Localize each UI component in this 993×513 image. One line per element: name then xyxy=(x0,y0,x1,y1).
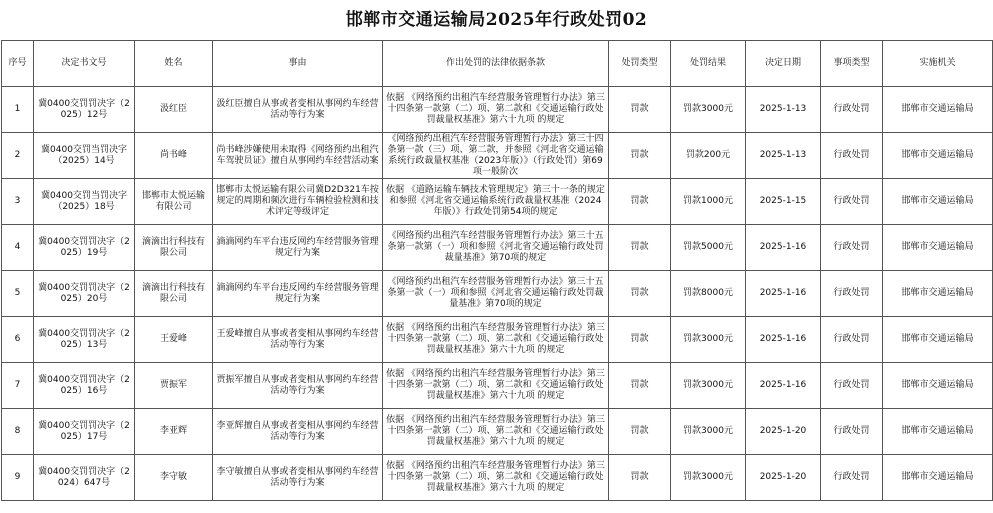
cell-authority: 邯郸市交通运输局 xyxy=(883,271,993,317)
cell-no: 9 xyxy=(2,455,34,501)
cell-doc-number: 冀0400交罚罚决字（2025）17号 xyxy=(34,409,135,455)
table-row xyxy=(2,409,993,455)
cell-name: 汲红臣 xyxy=(135,87,213,133)
cell-authority: 邯郸市交通运输局 xyxy=(883,133,993,179)
cell-decision-date: 2025-1-20 xyxy=(746,455,821,501)
cell-no: 7 xyxy=(2,363,34,409)
cell-legal-basis: 依据 《网络预约出租汽车经营服务管理暂行办法》第三十四条第一款第（二）项、第二款和《交通运输行政处罚裁量权基准》第六十九项 的规定 xyxy=(383,363,609,409)
cell-penalty-result: 罚款1000元 xyxy=(671,179,746,225)
cell-name: 邯郸市太悦运输有限公司 xyxy=(135,179,213,225)
cell-reason: 李亚辉擅自从事或者变相从事网约车经营活动等行为案 xyxy=(213,409,383,455)
cell-reason: 滴滴网约车平台违反网约车经营服务管理规定行为案 xyxy=(213,271,383,317)
cell-legal-basis: 《网络预约出租汽车经营服务管理暂行办法》第三十四条第一款（三）项、第二款，并参照《河北省交通运输系统行政裁量权基准（2023年版）》（行政处罚）第69项一般阶次 xyxy=(383,133,609,179)
cell-legal-basis: 依据 《道路运输车辆技术管理规定》第三十一条的规定和参照《河北省交通运输系统行政裁量权基准（2024年版）》行政处罚第54项的规定 xyxy=(383,179,609,225)
cell-no: 3 xyxy=(2,179,34,225)
cell-penalty-result: 罚款8000元 xyxy=(671,271,746,317)
cell-penalty-result: 罚款3000元 xyxy=(671,455,746,501)
cell-doc-number: 冀0400交罚罚决字（2025）13号 xyxy=(34,317,135,363)
cell-penalty-result: 罚款200元 xyxy=(671,133,746,179)
cell-item-type: 行政处罚 xyxy=(821,363,883,409)
cell-name: 贾振军 xyxy=(135,363,213,409)
cell-penalty-result: 罚款3000元 xyxy=(671,317,746,363)
cell-authority: 邯郸市交通运输局 xyxy=(883,455,993,501)
cell-no: 8 xyxy=(2,409,34,455)
cell-name: 滴滴出行科技有限公司 xyxy=(135,225,213,271)
table-row xyxy=(2,363,993,409)
cell-legal-basis: 《网络预约出租汽车经营服务管理暂行办法》第三十五条第一款第（一）项和参照《河北省交通运输行政处罚裁量基准》第70项的规定 xyxy=(383,225,609,271)
cell-no: 5 xyxy=(2,271,34,317)
cell-penalty-result: 罚款3000元 xyxy=(671,87,746,133)
cell-authority: 邯郸市交通运输局 xyxy=(883,317,993,363)
cell-item-type: 行政处罚 xyxy=(821,455,883,501)
table-row xyxy=(2,225,993,271)
header-name: 姓名 xyxy=(135,41,213,87)
cell-reason: 贾振军擅自从事或者变相从事网约车经营活动等行为案 xyxy=(213,363,383,409)
header-decision-date: 决定日期 xyxy=(746,41,821,87)
header-legal-basis: 作出处罚的法律依据条款 xyxy=(383,41,609,87)
page-title: 邯郸市交通运输局2025年行政处罚02 xyxy=(345,10,648,30)
cell-penalty-type: 罚款 xyxy=(609,271,671,317)
table-row xyxy=(2,133,993,179)
table-row xyxy=(2,317,993,363)
cell-decision-date: 2025-1-20 xyxy=(746,409,821,455)
cell-item-type: 行政处罚 xyxy=(821,87,883,133)
penalty-table xyxy=(1,40,993,501)
cell-doc-number: 冀0400交罚当罚决字（2025）18号 xyxy=(34,179,135,225)
cell-legal-basis: 依据 《网络预约出租汽车经营服务管理暂行办法》第三十四条第一款第（二）项、第二款和《交通运输行政处罚裁量权基准》第六十九项 的规定 xyxy=(383,455,609,501)
cell-item-type: 行政处罚 xyxy=(821,225,883,271)
cell-item-type: 行政处罚 xyxy=(821,179,883,225)
cell-doc-number: 冀0400交罚罚决字（2025）19号 xyxy=(34,225,135,271)
cell-decision-date: 2025-1-13 xyxy=(746,133,821,179)
header-item-type: 事项类型 xyxy=(821,41,883,87)
cell-item-type: 行政处罚 xyxy=(821,133,883,179)
cell-penalty-result: 罚款5000元 xyxy=(671,225,746,271)
cell-penalty-type: 罚款 xyxy=(609,409,671,455)
cell-penalty-type: 罚款 xyxy=(609,179,671,225)
cell-doc-number: 冀0400交罚罚决字（2025）20号 xyxy=(34,271,135,317)
cell-item-type: 行政处罚 xyxy=(821,271,883,317)
cell-name: 李亚辉 xyxy=(135,409,213,455)
cell-no: 1 xyxy=(2,87,34,133)
cell-reason: 王爱峰擅自从事或者变相从事网约车经营活动等行为案 xyxy=(213,317,383,363)
header-no: 序号 xyxy=(2,41,34,87)
cell-penalty-type: 罚款 xyxy=(609,133,671,179)
cell-name: 尚书峰 xyxy=(135,133,213,179)
cell-authority: 邯郸市交通运输局 xyxy=(883,225,993,271)
cell-decision-date: 2025-1-16 xyxy=(746,317,821,363)
cell-name: 王爱峰 xyxy=(135,317,213,363)
header-penalty-type: 处罚类型 xyxy=(609,41,671,87)
header-reason: 事由 xyxy=(213,41,383,87)
cell-penalty-type: 罚款 xyxy=(609,225,671,271)
cell-penalty-type: 罚款 xyxy=(609,87,671,133)
cell-authority: 邯郸市交通运输局 xyxy=(883,87,993,133)
table-header-row xyxy=(2,41,993,87)
cell-penalty-result: 罚款3000元 xyxy=(671,363,746,409)
cell-legal-basis: 依据 《网络预约出租汽车经营服务管理暂行办法》第三十四条第一款第（二）项、第二款和《交通运输行政处罚裁量权基准》第六十九项 的规定 xyxy=(383,317,609,363)
cell-legal-basis: 依据 《网络预约出租汽车经营服务管理暂行办法》第三十四条第一款第（二）项、第二款和《交通运输行政处罚裁量权基准》第六十九项 的规定 xyxy=(383,87,609,133)
table-row xyxy=(2,179,993,225)
cell-reason: 滴滴网约车平台违反网约车经营服务管理规定行为案 xyxy=(213,225,383,271)
cell-reason: 邯郸市太悦运输有限公司冀D2D321车按规定的周期和频次进行车辆检验检测和技术评定等级评定 xyxy=(213,179,383,225)
cell-decision-date: 2025-1-16 xyxy=(746,271,821,317)
cell-legal-basis: 依据 《网络预约出租汽车经营服务管理暂行办法》第三十四条第一款第（二）项、第二款和《交通运输行政处罚裁量权基准》第六十九项 的规定 xyxy=(383,409,609,455)
cell-reason: 尚书峰涉嫌使用未取得《网络预约出租汽车驾驶员证》擅自从事网约车经营活动案 xyxy=(213,133,383,179)
header-authority: 实施机关 xyxy=(883,41,993,87)
cell-doc-number: 冀0400交罚当罚决字（2025）14号 xyxy=(34,133,135,179)
cell-doc-number: 冀0400交罚罚决字（2025）16号 xyxy=(34,363,135,409)
cell-authority: 邯郸市交通运输局 xyxy=(883,363,993,409)
cell-legal-basis: 《网络预约出租汽车经营服务管理暂行办法》第三十五条第一款（一）项和参照《河北省交通运输行政处罚裁量基准》第70项的规定 xyxy=(383,271,609,317)
cell-decision-date: 2025-1-16 xyxy=(746,225,821,271)
cell-penalty-type: 罚款 xyxy=(609,317,671,363)
cell-no: 2 xyxy=(2,133,34,179)
header-penalty-result: 处罚结果 xyxy=(671,41,746,87)
table-row xyxy=(2,87,993,133)
cell-item-type: 行政处罚 xyxy=(821,317,883,363)
table-row xyxy=(2,271,993,317)
cell-penalty-type: 罚款 xyxy=(609,363,671,409)
cell-name: 李守敏 xyxy=(135,455,213,501)
cell-no: 4 xyxy=(2,225,34,271)
cell-decision-date: 2025-1-15 xyxy=(746,179,821,225)
cell-item-type: 行政处罚 xyxy=(821,409,883,455)
cell-decision-date: 2025-1-16 xyxy=(746,363,821,409)
cell-decision-date: 2025-1-13 xyxy=(746,87,821,133)
cell-penalty-result: 罚款3000元 xyxy=(671,409,746,455)
table-row xyxy=(2,455,993,501)
cell-doc-number: 冀0400交罚罚决字（2024）647号 xyxy=(34,455,135,501)
header-doc-number: 决定书文号 xyxy=(34,41,135,87)
cell-authority: 邯郸市交通运输局 xyxy=(883,409,993,455)
cell-authority: 邯郸市交通运输局 xyxy=(883,179,993,225)
cell-doc-number: 冀0400交罚罚决字（2025）12号 xyxy=(34,87,135,133)
cell-name: 滴滴出行科技有限公司 xyxy=(135,271,213,317)
cell-reason: 李守敏擅自从事或者变相从事网约车经营活动等行为案 xyxy=(213,455,383,501)
cell-reason: 汲红臣擅自从事或者变相从事网约车经营活动等行为案 xyxy=(213,87,383,133)
cell-no: 6 xyxy=(2,317,34,363)
cell-penalty-type: 罚款 xyxy=(609,455,671,501)
